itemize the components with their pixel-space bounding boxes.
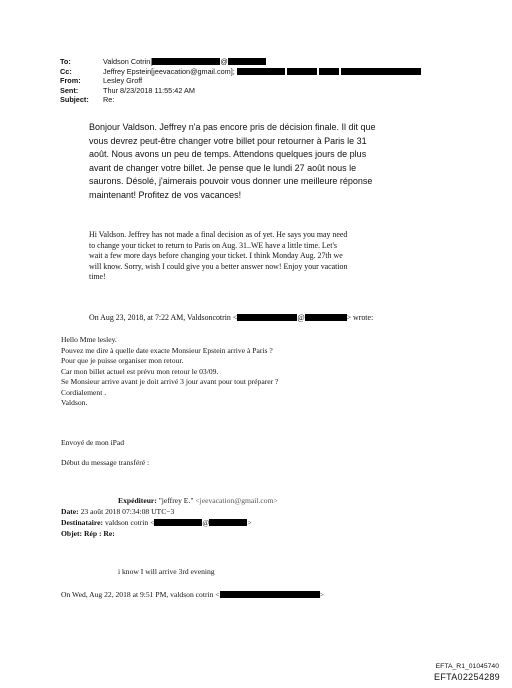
fwd-body: i know I will arrive 3rd evening: [118, 567, 215, 576]
redaction-box: [319, 68, 339, 75]
redaction-box: [220, 591, 320, 598]
cc-value: Jeffrey Epstein[jeevacation@gmail.com];: [103, 66, 235, 76]
redaction-box: [228, 58, 266, 65]
subject-label: Subject:: [60, 95, 89, 104]
text-line: to change your ticket to return to Paris on Aug. 31..WE have a little time. Let's: [89, 240, 337, 250]
redaction-box: [341, 68, 421, 75]
subject-value: Re:: [103, 95, 115, 104]
quote-intro-2: On Wed, Aug 22, 2018 at 9:51 PM, valdson cotrin < >: [61, 590, 324, 599]
from-value: Lesley Groff: [103, 76, 143, 85]
fwd-sender-row: [118, 496, 278, 507]
text-line: Se Monsieur arrive avant je doit arrivé 3 jour avant pour tout préparer ?: [61, 377, 279, 386]
quote-intro: On Aug 23, 2018, at 7:22 AM, Valdsoncotrin < @ > wrote:: [89, 313, 374, 322]
redaction-box: [305, 314, 347, 321]
sent-from-ipad: Envoyé de mon iPad: [61, 438, 125, 447]
english-reply: [89, 230, 347, 283]
fwd-recipient-label: Destinataire:: [61, 518, 104, 527]
fwd-sender-email: <jeevacation@gmail.com>: [195, 496, 278, 505]
to-label: To:: [60, 57, 71, 66]
text-line: maintenant! Profitez de vos vacances!: [89, 189, 242, 200]
text-line: vous devrez peut-être changer votre billet pour retourner à Paris le 31: [89, 135, 367, 146]
text-line: time!: [89, 272, 106, 282]
forwarded-label: Début du message transféré :: [61, 458, 150, 467]
fwd-recipient-row: Destinataire: valdson cotrin < @ >: [61, 518, 252, 527]
text-line: Bonjour Valdson. Jeffrey n'a pas encore pris de décision finale. Il dit que: [89, 122, 376, 132]
redaction-box: [237, 68, 285, 75]
sent-value: Thur 8/23/2018 11:55:42 AM: [103, 85, 195, 95]
french-reply: [89, 121, 376, 203]
fwd-subject-label: Objet: Rép : Re:: [61, 529, 115, 538]
redaction-box: [152, 58, 220, 65]
text-line: Hi Valdson. Jeffrey has not made a final decision as of yet. He says you may need: [89, 230, 348, 239]
original-message: [61, 335, 278, 409]
redaction-box: [154, 519, 202, 526]
redaction-box: [237, 314, 297, 321]
to-at: @: [220, 57, 228, 66]
text-line: Hello Mme lesley.: [61, 335, 117, 344]
redaction-box: [209, 519, 247, 526]
sent-label: Sent:: [60, 85, 79, 95]
document-id-large: EFTA02254289: [434, 672, 500, 682]
fwd-sender-label: Expéditeur:: [118, 496, 157, 505]
fwd-sender-name: "jeffrey E.": [156, 496, 196, 505]
text-line: Pouvez me dire à quelle date exacte Monsieur Epstein arrive à Paris ?: [61, 345, 273, 355]
fwd-subject-row: [61, 529, 115, 540]
text-line: wait a few more days before changing your ticket. I think Monday Aug. 27th we: [89, 251, 343, 261]
from-label: From:: [60, 76, 81, 85]
text-line: Pour que je puisse organiser mon retour.: [61, 356, 184, 365]
text-line: Car mon billet actuel est prévu mon retour le 03/09.: [61, 366, 219, 376]
text-line: août. Nous avons un peu de temps. Attendons quelques jours de plus: [89, 149, 367, 160]
fwd-date-value: 23 août 2018 07:34:08 UTC−3: [78, 507, 175, 516]
text-line: avant de changer votre billet. Je pense que le lundi 27 août nous le: [89, 162, 357, 173]
text-line: Valdson.: [61, 398, 88, 407]
fwd-date-row: [61, 507, 174, 518]
redaction-box: [287, 68, 317, 75]
cc-label: Cc:: [60, 66, 72, 76]
to-value: Valdson Cotrin[: [103, 57, 153, 66]
document-id-small: EFTA_R1_01045740: [435, 663, 499, 670]
fwd-date-label: Date:: [61, 507, 79, 516]
text-line: will know. Sorry, wish I could give you a better answer now! Enjoy your vacation: [89, 261, 348, 271]
text-line: Cordialement .: [61, 387, 107, 397]
text-line: saurons. Désolé, j'aimerais pouvoir vous donner une meilleure réponse: [89, 176, 373, 187]
